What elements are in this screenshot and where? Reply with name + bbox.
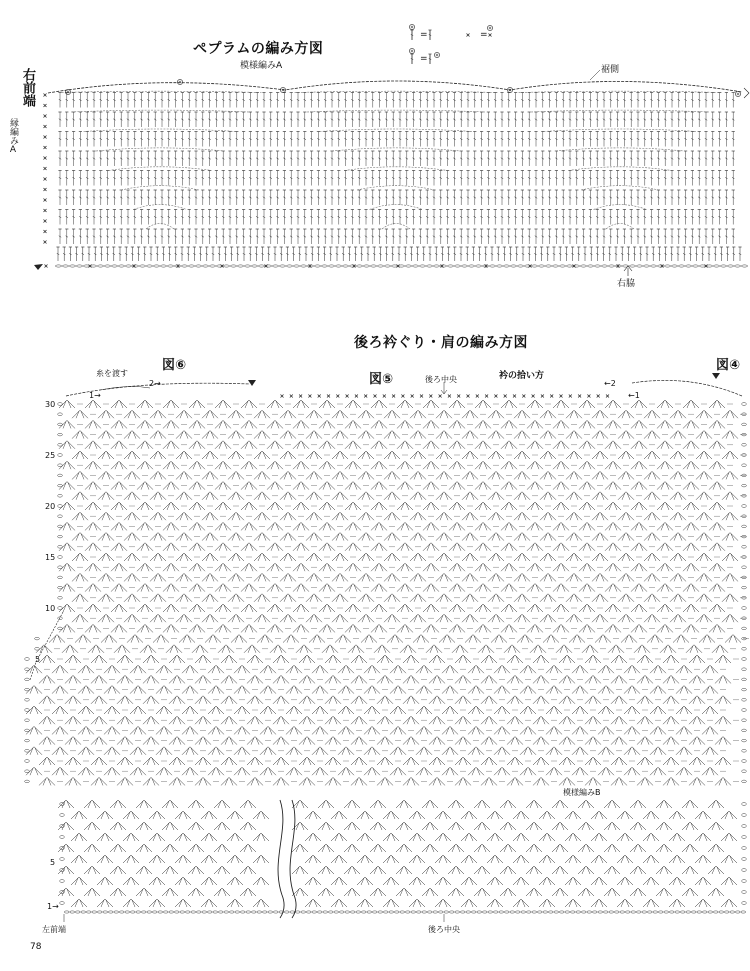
neck-end-marker <box>712 373 720 379</box>
lower-row-number-1: 1→ <box>47 902 59 911</box>
fig6-label: 図⑥ <box>162 358 187 373</box>
left-shaping-edge <box>30 612 63 680</box>
lower-row-number-5: 5 <box>50 858 56 867</box>
row-number-25: 25 <box>45 451 56 460</box>
right-front-label: 右前端 <box>20 68 35 107</box>
legend-eq-1: = <box>420 30 428 40</box>
neck-start-marker <box>248 380 256 386</box>
row-number-15: 15 <box>45 553 56 562</box>
peplum-title: ペプラムの編み方図 <box>193 41 324 57</box>
left-front-label: 左前端 <box>42 925 66 934</box>
row-number-5: 5 <box>35 655 41 664</box>
side-leader <box>590 70 600 80</box>
edge-a-label: 縁編みA <box>8 118 18 155</box>
right-side-label: 右脇 <box>617 279 636 289</box>
peplum-chart <box>34 70 749 276</box>
row-number-10: 10 <box>45 604 56 613</box>
arrow-1-right: ←1 <box>628 391 640 400</box>
arrow-2-right: ←2 <box>604 379 616 388</box>
row-number-20: 20 <box>45 502 56 511</box>
row-number-30: 30 <box>45 400 56 409</box>
lower-chart <box>58 800 746 922</box>
fig4-label: 図④ <box>716 358 741 373</box>
back-title: 後ろ衿ぐり・肩の編み方図 <box>354 335 528 351</box>
back-center-label: 後ろ中央 <box>425 375 457 384</box>
arrow-2-left: 2→ <box>149 379 161 388</box>
legend-eq-3: = <box>420 54 428 64</box>
break-line-left <box>278 800 284 918</box>
collar-pickup-label: 衿の拾い方 <box>499 371 545 381</box>
break-line-right <box>290 800 296 918</box>
page-number: 78 <box>30 942 42 952</box>
arrow-1-left: 1→ <box>89 391 101 400</box>
right-shoulder-arc <box>632 380 742 396</box>
peplum-pattern-label: 模様編みA <box>240 61 283 71</box>
lower-back-center-label: 後ろ中央 <box>428 925 460 934</box>
start-arrow <box>34 264 43 270</box>
symbol-legend <box>406 22 526 72</box>
pattern-b-label: 模様編みB <box>563 788 601 797</box>
legend-eq-2: = <box>480 30 488 40</box>
side-label: 裾側 <box>601 65 620 75</box>
yarn-note: 糸を渡す <box>96 369 128 378</box>
fig5-label: 図⑤ <box>369 372 394 387</box>
back-neck-chart <box>25 373 749 785</box>
